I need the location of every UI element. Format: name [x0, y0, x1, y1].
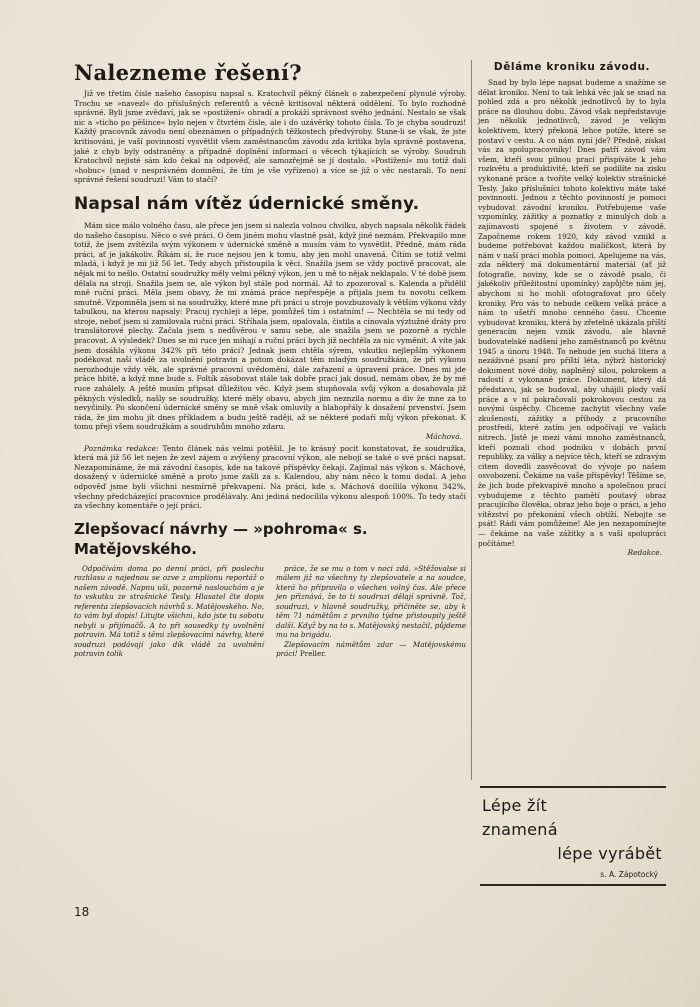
article-col2-closing: Zlepšovacím námětům zdar — Matějovskému práci! [276, 639, 466, 659]
quote-box [480, 786, 666, 886]
sidebar-body: Snad by bylo lépe napsat budeme a snažíme se dělat kroniku. Není to tak lehká věc jak se snad na pohled zdá a pro několik jednotlivců by to byla práce na dlouhou dobu. Závod však nepředstavuje jen několik jednotlivců, závod je velkým kolektivem, který překoná lehce potíže, které se postaví v cestu. A co nám nyní jde? Předně, získat vás za spolupracovníky! Dnes patří závod vám všem, kteří svou pilnou prací přispíváte k jeho rozkvětu a produktivitě, kteří se podílíte na zisku vykonané práce a tvoříte velký kolektiv strašnické Tesly. Jako příslušníci tohoto kolektivu máte také povinnosti. Jednou z těchto povinností je pomoci vybudovat závodní kroniku. Potřebujeme vaše vzpomínky, zážitky a poznatky z minulých dob a zajímavosti spojené s životem v závodě. Započneme rokem 1920, kdy závod vznikl a budeme potřebovat každou maličkost, která by nám v naší práci mohla pomoci. Apelujeme na vás, zda některý má dokumentární materiál (ať již fotografie, noviny, kde se o závodě psalo, či jakékoliv příležitostní upomínky) zapůjčte nám jej, abychom si ho mohli ofotografovat pro účely kroniky. Pro vás to nebude celkem velká práce a nám to ušetří mnoho cenného času. Chceme vybudovat kroniku, která by zřetelně ukázala příští generacím nejen vznik závodu, ale hlavně budovatelské nadšení jeho zaměstnanců po květnu 1945 a únoru 1948. To nebude jen suchá litera a nezáživné psaní pro příští léta, nýbrž historický dokument nové doby, naplněný silou, pokrokem a radostí z vykonané práce. Dokument, který dá představu, jak se budoval, aby uhájili plody vaší práce a v ní pokračovali pokrokovou cestou za novými úspěchy. Chceme zachytit všechny vaše zkušenosti, zážitky a příhody z pracovního prostředí, které zatím jen odpočívají ve vašich nitrech. Jistě je mezi vámi mnoho zaměstnanců, kteří poznali chod podniku v dobách první republiky, za války a nejvíce těch, kteří se zdravým citem dovedli zasvěcovat do vývoje po našem osvobození. Čekáme na vaše příspěvky! Těšíme se, že jich bude překvapivě mnoho a společnou prací vybudujeme z těchto pamětí poutavý obraz pracujícího člověka, obraz jeho boje o práci, a jeho vítězství po překonání všech obtíží. Nebojte se psát! Rádi vám pomůžeme! Ale jen nezapomínejte — čekáme na vaše zážitky a s vaší spolupráci počítáme! [478, 78, 666, 548]
article-body-napsal: Mám sice málo volného času, ale přece jen jsem si nalezla volnou chvilku, abych napsala několik řádek do našeho časopisu. Něco o své práci. O čem jiném mohu vlastně psát, když jiné neznám. Překvapilo mne totiž, že jsem zvítězila svým výkonem v údernické směně a musím vám to vysvětlit. Předně, mám ráda práci, ať je jakákoliv. Říkám si, že ruce nejsou jen k tomu, aby jen mohl unavená. Čítím se totiž velmi mladá, i když je mi již 56 let. Tedy abych přistoupila k věci. Snažila jsem se vždy poctivě pracovat, ale nějak mi to nešlo. Ostatní soudružky měly velmi pěkný výkon, jen u mě to nějak neklapalo. V té době jsem dělala na stroji. Snažila jsem se, ale výkon byl stále pod normál. Až to zpozoroval s. Kalenda a přidělil mně ruční práci. Měla jsem obavy, že mi známá práce nepřespěje a přijala jsem tu novotu celkem smutně. Vzpomněla jsem si na soudružky, které mne při práci u stroje povzbuzovaly k větším výkonu vždy tabulkou, na kterou napsaly: Pracuj rychleji a lépe, pomůžeš tím i ostatním! — Nechtěla se mi tedy od stroje, neboť jsem si zamilovala ruční práci. Stříhala jsem, opalovala, čistila a cínovala výztužné dráty pro translátorové plechy. Začala jsem s nedůvěrou v samu sebe, ale snažila jsem se pozorně a rychle pracovat. A výsledek? Dnes se mi ruce jen mihají a ruční práci bych již nechtěla za nic vyměnit. A víte jak jsem dosáhla výkonu 342% při této práci? Jednak jsem chtěla sýrem, vskutku nejlepším výkonem podékovat naší vládě za uvolnění potravin a potom dokázat těm mladým soudružkám, že při výkonu nerozhoduje vždy věk, ale správné pracovní uvědomění, dále zařazení a úpravení práce. Dnes mi jde práce hbitě, a když mne bude s. Foltík zásobovat stále tak dobře prací jak dosud, nemám obav, že by mé ruce zahálely. A ještě musím připsat důležitou věc. Když jsem stupňovala svůj výkon a dosahovala již pěkných výsledků, našly se soudružky, které měly obavu, abych jim neznzila normu a div že mne za to nevyčinily. Po skončení údernické směny se mně však omluvily a blahopřály k dosažení prvenství. Jsem ráda, že jim mohu jít dnes příkladem a budu ještě raději, až se některé podaří můj výkon překonat. K tomu přeji všem soudružkám a soudruhům mnoho zdaru. [74, 220, 466, 432]
signature-machova: Máchová. [425, 432, 462, 441]
quote-line-3: lépe vyrábět [557, 844, 662, 863]
quote-author: s. A. Zápotocký [600, 870, 658, 879]
article-col1-text: Odpočívám doma po denní práci, při poslechu rozhlasu a najednou se ozve z amplionu reportáž o našem závodě. Napnu uši, pozorně naslouchám a je to vskutku ze strašnické Tesly. Hlasatel čte dopis referenta zlepšovacích návrhů s. Matějovského. No, to vám byl dopis! Litujte všichni, kdo jste tu sobotu nebyli u přijímačů. A to při sousedky ty uvolnění potravin. Má totiž s těmi zlepšovacími návrhy, které soudruzi podávají jako dík vládě za uvolnění potravin tolik [74, 563, 264, 659]
article-body-nalezneme: Již ve třetím čísle našeho časopisu napsal s. Kratochvíl pěkný článek o zabezpečení plynulé výroby. Trochu se »navezl« do příslušných referentů a věcně kritisoval některá oddělení. To bylo rozhodně správné. Byli jsme zvědaví, jak se »postižení« ohradí a prokáží správnost svého jednání. Nestalo se však nic a »ticho po pěšince« bylo nejen v čtvrtém čísle, ale i do uzávěrky tohoto čísla. To je chyba soudruzi! Každý pracovník závodu není obeznámen o případných těžkostech předvýroby. Stane-li se však, že jste kritisováni, je vaší povinností vysvětlit všem zaměstnancům závodu zda kritika byla správně postavena, jaké z chyb byly odstraněny a případně doplnění informací o věcech týkajících se výroby. Soudruh Kratochvíl nejisté sám kdo čekal na odpověď, ale samozřejmě se jí dostalo. »Postižení« mu totiž dali »hobuc« (snad v nesprávném domnění, že tím je vše vyřízeno) a více se již o věc nestarali. To není správné řešení soudruzi! Vám to stačí? [74, 89, 466, 185]
signature-preller: Preller. [299, 649, 327, 659]
right-column [478, 60, 666, 558]
article-title-nalezneme: Nalezneme řešení? [74, 60, 302, 85]
column-divider [471, 60, 472, 780]
article-title-napsal: Napsal nám vítěz údernické směny. [74, 193, 420, 214]
quote-line-2: znamená [482, 820, 558, 839]
editorial-note-text: Tento článek nás velmi potěšil. Je to krásný pocit konstatovat, že soudružka, která má již 56 let nejen že zevl zájem o zvýšený pracovní výkon, ale nebojí se také o své práci napsat. Nezapomínáme, že má závodní časopis, kde na takové příspěvky čekají. Zajímal nás výkon s. Máchové, dosažený v údernické směně a proto jsme zašli za s. Kalendou, aby nám něco k tomu dodal. A jeho odpověď jsme byli všichni nesmírně překvapení. Na práci, kde s. Máchová docílila výkonu 342%, všechny předcházející pracovnice prodělávaly. Ani jediná nedocílila výkonu alespoň 100%. To tedy stačí za všechny komentáře o její práci. [74, 443, 466, 511]
page-number: 18 [74, 905, 90, 919]
editorial-note [74, 444, 466, 511]
article-column-1 [74, 564, 264, 659]
article-col2-end [276, 640, 466, 659]
quote-line-1: Lépe žít [482, 796, 548, 815]
sidebar-title: Děláme kroniku závodu. [493, 61, 651, 73]
article-two-columns [74, 564, 466, 659]
article-title-zlepsovaci: Zlepšovací návrhy — »pohroma« s. Matějovského. [74, 519, 368, 558]
article-col2-text: práce, že se mu o tom v noci zdá. »Stěžovalse si málem již na všechny ty zlepšovatele a na soudce, která ho připravila o všechen volný čas. Ale přece jen přiznává, že to ti soudruzi dělají správně. Tož, soudruzi, v hlavně soudružky, přičiněte se, aby k těm 71 námětům z prvního týdne přistoupily ještě další. Když by na to s. Matějovský nestačil, půjdeme mu na brigádu. [276, 563, 466, 640]
left-column [74, 60, 466, 659]
signature-redakce: Redakce. [627, 548, 662, 558]
article-column-2 [276, 564, 466, 659]
editorial-note-label: Poznámka redakce: [84, 443, 159, 453]
